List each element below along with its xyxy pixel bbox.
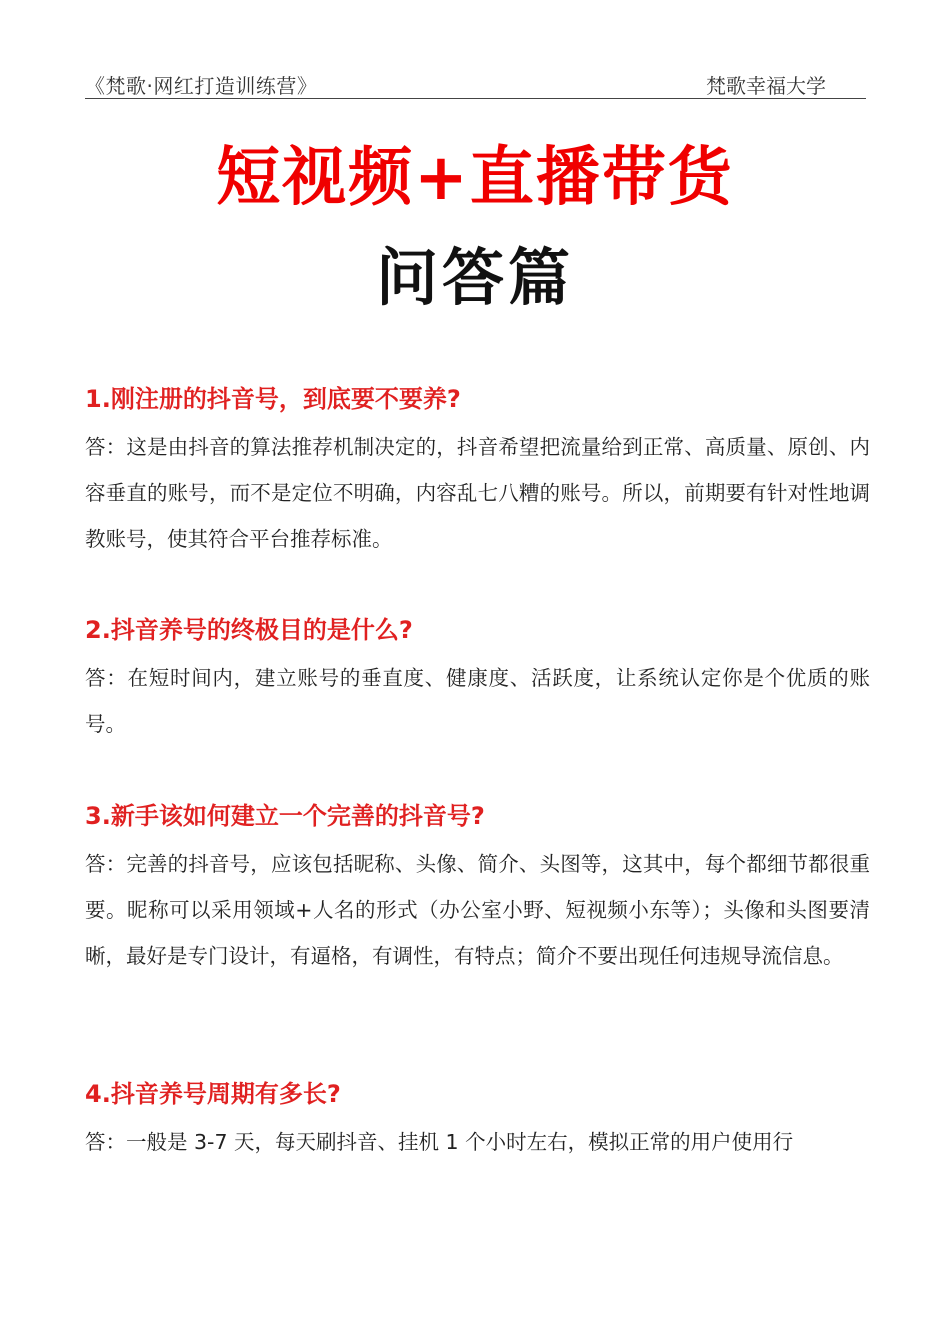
answer-prefix: 答： <box>85 852 127 876</box>
answer-3 <box>85 841 870 979</box>
answer-prefix: 答： <box>85 435 127 459</box>
answer-text: 完善的抖音号，应该包括昵称、头像、简介、头图等，这其中，每个都细节都很重要。昵称可以采用领域+人名的形式（办公室小野、短视频小东等）；头像和头图要清晰，最好是专门设计，有逼格，有调性，有特点；简介不要出现任何违规导流信息。 <box>85 852 871 968</box>
answer-1 <box>85 424 870 562</box>
question-3: 3.新手该如何建立一个完善的抖音号? <box>85 802 485 830</box>
qa-item-1 <box>85 382 870 562</box>
answer-text: 在短时间内，建立账号的垂直度、健康度、活跃度，让系统认定你是个优质的账号。 <box>85 666 871 736</box>
answer-text: 这是由抖音的算法推荐机制决定的，抖音希望把流量给到正常、高质量、原创、内容垂直的账号，而不是定位不明确，内容乱七八糟的账号。所以，前期要有针对性地调教账号，使其符合平台推荐标准。 <box>85 435 871 551</box>
question-2: 2.抖音养号的终极目的是什么? <box>85 616 413 644</box>
answer-text: 一般是 3-7 天，每天刷抖音、挂机 1 个小时左右，模拟正常的用户使用行 <box>126 1130 794 1154</box>
sub-title: 问答篇 <box>375 241 574 314</box>
question-4: 4.抖音养号周期有多长? <box>85 1080 341 1108</box>
qa-item-3 <box>85 799 870 979</box>
header-course-title: 《梵歌·网红打造训练营》 <box>85 74 318 98</box>
question-1: 1.刚注册的抖音号，到底要不要养? <box>85 385 461 413</box>
qa-item-2 <box>85 613 870 747</box>
answer-4 <box>85 1119 870 1165</box>
page-header <box>85 68 866 99</box>
answer-prefix: 答： <box>85 1130 126 1154</box>
qa-item-4 <box>85 1077 870 1165</box>
main-title: 短视频+直播带货 <box>216 141 734 215</box>
answer-prefix: 答： <box>85 666 128 690</box>
answer-2 <box>85 655 870 747</box>
header-organization: 梵歌幸福大学 <box>706 74 826 98</box>
